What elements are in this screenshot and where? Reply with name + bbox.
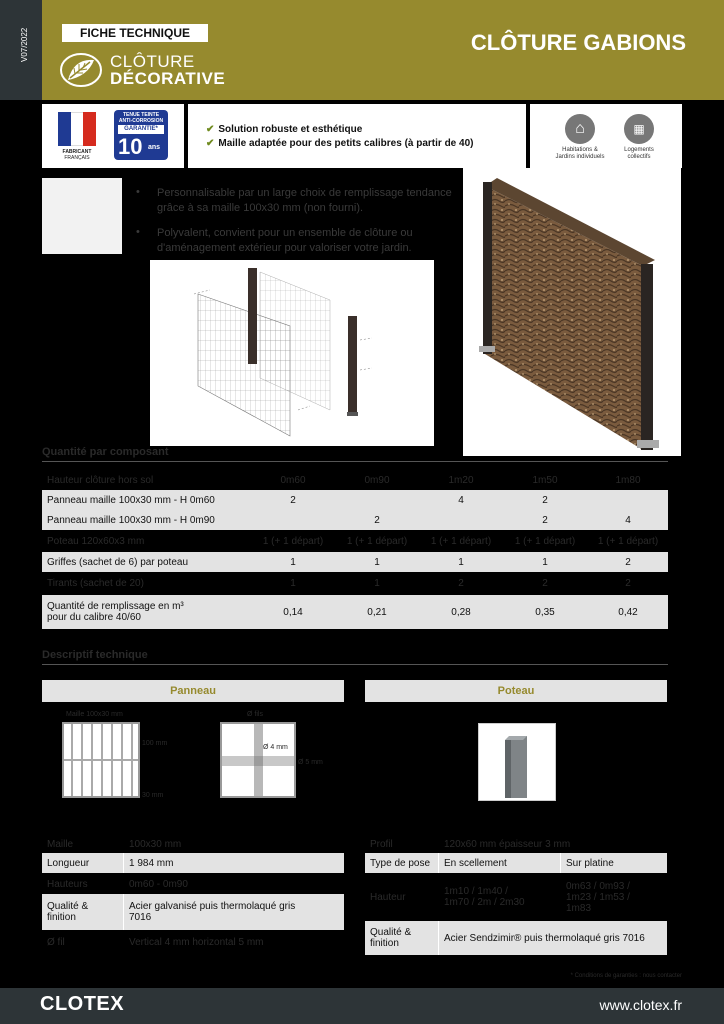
house-icon: ⌂ [565, 114, 595, 144]
gabion-drawing [463, 168, 681, 456]
clotex-logo: CLOTEX [40, 993, 125, 1015]
guarantee-footnote: * Conditions de garanties : nous contacter [570, 973, 682, 979]
table-cell: 2 [542, 514, 548, 526]
table-cell [336, 490, 418, 510]
fil-4mm-label: Ø 4 mm [263, 744, 288, 751]
spec-row [365, 853, 667, 873]
spec-value: 0m63 / 0m93 / 1m23 / 1m53 / 1m83 [566, 880, 630, 914]
guarantee-line-1: TENUE TEINTE [122, 112, 160, 118]
spec-value: 1m10 / 1m40 / 1m70 / 2m / 2m30 [444, 886, 525, 908]
spec-row [42, 834, 344, 854]
table-row [42, 490, 668, 530]
table-cell: 2 [542, 577, 548, 589]
table-cell: 1 (+ 1 départ) [346, 535, 408, 547]
table-header-cell: 1m50 [532, 474, 558, 486]
fil-5mm-label: Ø 5 mm [298, 759, 323, 766]
table-cell [588, 490, 668, 510]
date-code: V07/2022 [20, 27, 29, 62]
table-row [42, 531, 668, 551]
table-cell: 4 [625, 514, 631, 526]
feature-item: ✔ Solution robuste et esthétique [206, 124, 363, 135]
brand-line-1: CLÔTURE [110, 52, 195, 71]
use-label: Jardins individuels [555, 154, 605, 160]
dimension-30: 30 mm [142, 792, 164, 799]
descriptif-section-title: Descriptif technique [42, 649, 148, 661]
table-cell: 2 [458, 577, 464, 589]
table-header-cell: 0m90 [364, 474, 390, 486]
table-cell: 0,21 [367, 606, 387, 618]
poteau-drawing [479, 724, 555, 800]
check-icon: ✔ [206, 138, 215, 149]
spec-label: Longueur [42, 853, 124, 873]
use-label: Habitations & [562, 147, 598, 153]
table-cell: 2 [625, 556, 631, 568]
spec-label: Type de pose [365, 853, 439, 873]
guarantee-line-2: ANTI-CORROSION [118, 118, 164, 124]
table-header-row [42, 470, 668, 490]
table-cell: 1 (+ 1 départ) [262, 535, 324, 547]
maille-diagram [62, 722, 142, 800]
spec-label: Profil [370, 838, 393, 850]
table-cell: Griffes (sachet de 6) par poteau [47, 556, 189, 568]
table-header-cell: 1m20 [448, 474, 474, 486]
page-title: CLÔTURE GABIONS [470, 30, 686, 55]
table-cell: 1 (+ 1 départ) [597, 535, 659, 547]
feature-item: ✔ Maille adaptée pour des petits calibres (à partir de 40) [206, 138, 474, 149]
assembly-drawing [150, 260, 434, 446]
guarantee-years: 10 [118, 134, 143, 159]
table-cell: 0,28 [451, 606, 471, 618]
use-label: collectifs [627, 154, 651, 160]
spec-value: 0m60 - 0m90 [129, 878, 188, 890]
spec-value: 100x30 mm [129, 838, 182, 850]
features-box [188, 104, 526, 168]
table-cell [252, 510, 334, 530]
table-cell: 0,35 [535, 606, 555, 618]
exploded-assembly-image [150, 260, 434, 446]
spec-row [42, 932, 344, 952]
table-cell: Panneau maille 100x30 mm - H 0m90 [47, 514, 215, 526]
spec-label: Hauteur [370, 891, 406, 903]
spec-value: Sur platine [566, 857, 614, 869]
gabion-fence-image [463, 168, 681, 456]
maille-diagram-label: Maille 100x30 mm [66, 711, 123, 718]
table-cell: 2 [542, 494, 548, 506]
spec-value: 1 984 mm [129, 857, 174, 869]
table-cell: 1 [374, 577, 380, 589]
image-placeholder [42, 178, 122, 254]
table-header-cell: 0m60 [280, 474, 306, 486]
table-header-cell: Hauteur clôture hors sol [47, 474, 154, 486]
table-cell: Panneau maille 100x30 mm - H 0m60 [47, 494, 215, 506]
table-row [42, 573, 668, 593]
spec-label: Ø fil [47, 936, 65, 948]
table-cell: 2 [374, 514, 380, 526]
table-row [42, 552, 668, 572]
spec-value: Vertical 4 mm horizontal 5 mm [129, 936, 264, 948]
table-cell: 2 [290, 494, 296, 506]
quantity-section-title: Quantité par composant [42, 446, 169, 458]
website-link[interactable]: www.clotex.fr [599, 997, 682, 1013]
dimension-100: 100 mm [142, 740, 168, 747]
table-cell: Quantité de remplissage en m³ pour du calibre 40/60 [47, 601, 184, 623]
guarantee-line-3: GARANTIE* [118, 125, 164, 134]
spec-row [42, 853, 344, 873]
spec-value: Acier Sendzimir® puis thermolaqué gris 7016 [444, 932, 645, 944]
fabricant-label-2: FRANÇAIS [64, 155, 90, 161]
building-icon: ▦ [624, 114, 654, 144]
spec-label: Hauteurs [47, 878, 88, 890]
spec-label: Qualité & finition [42, 894, 124, 930]
brand-line-2: DÉCORATIVE [110, 69, 226, 88]
table-cell: 1 (+ 1 départ) [514, 535, 576, 547]
divider [42, 461, 668, 462]
fils-diagram [220, 722, 296, 798]
panneau-header: Panneau [42, 680, 344, 702]
poteau-header: Poteau [365, 680, 667, 702]
table-cell [420, 510, 502, 530]
table-cell: 1 [374, 556, 380, 568]
bullet-text: Polyvalent, convient pour un ensemble de clôture ou d'aménagement extérieur pour valoriser votre jardin. [157, 227, 413, 254]
table-cell: 0,14 [283, 606, 303, 618]
use-label: Logements [624, 147, 654, 153]
bullet-dot: • [136, 186, 140, 198]
table-cell: Tirants (sachet de 20) [47, 577, 144, 589]
table-header-cell: 1m80 [615, 474, 641, 486]
spec-row [42, 894, 344, 930]
table-cell: 1 [458, 556, 464, 568]
spec-value: En scellement [439, 853, 561, 873]
table-cell: 1 [542, 556, 548, 568]
table-cell: 0,42 [618, 606, 638, 618]
spec-label: Maille [47, 838, 74, 850]
spec-row [365, 834, 667, 854]
spec-row [365, 874, 667, 920]
guarantee-unit: ans [148, 144, 161, 151]
spec-row [42, 874, 344, 894]
spec-row [365, 921, 667, 955]
spec-value: 120x60 mm épaisseur 3 mm [444, 838, 571, 850]
table-cell: Poteau 120x60x3 mm [47, 535, 145, 547]
table-cell: 1 [290, 577, 296, 589]
table-cell: 4 [458, 494, 464, 506]
table-cell: 1 (+ 1 départ) [430, 535, 492, 547]
fabricant-label-1: FABRICANT [62, 149, 92, 155]
spec-label: Qualité & finition [365, 921, 439, 955]
divider [42, 664, 668, 665]
spec-value: Acier galvanisé puis thermolaqué gris 7016 [129, 901, 296, 923]
french-flag-icon [58, 112, 96, 146]
poteau-image [478, 723, 556, 801]
check-icon: ✔ [206, 124, 215, 135]
table-cell: 1 [290, 556, 296, 568]
fils-diagram-label: Ø fils [247, 711, 263, 718]
table-row [42, 595, 668, 629]
bullet-text: Personnalisable par un large choix de remplissage tendance grâce à sa maille 100x30 mm (non fourni). [157, 187, 452, 214]
fiche-technique-label: FICHE TECHNIQUE [62, 24, 208, 42]
bullet-dot: • [136, 226, 140, 238]
table-cell: 2 [625, 577, 631, 589]
leaf-logo-icon [60, 52, 102, 88]
